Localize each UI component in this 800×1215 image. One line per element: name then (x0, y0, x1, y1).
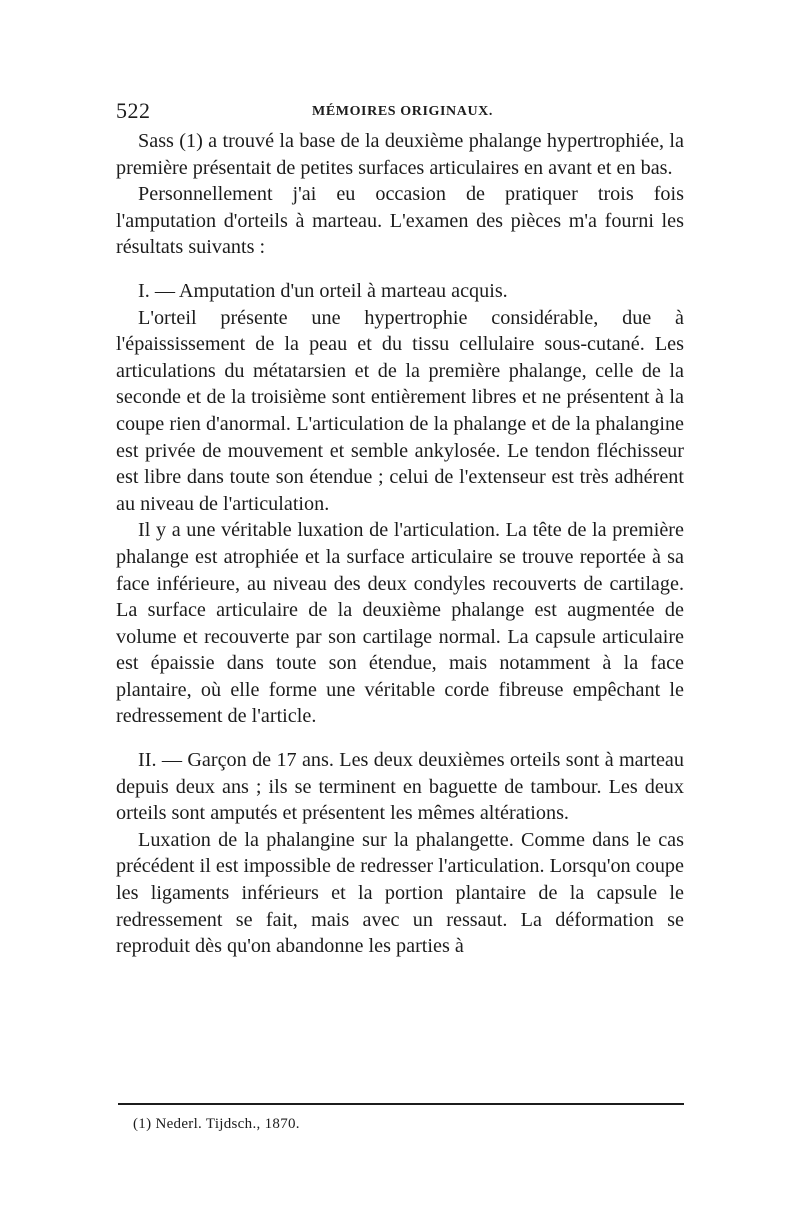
paragraph-case-1-luxation: Il y a une véritable luxation de l'articulation. La tête de la première phalange est atrophiée et la surface articulaire se trouve reportée à sa face inférieure, au niveau des deux condyles recouverts de cartilage. La surface articulaire de la deuxième phalange est augmentée de volume et recouverte par son cartilage normal. La capsule articulaire est épaissie dans toute son étendue, mais notamment à la face plantaire, où elle forme une véritable corde fibreuse empêchant le redressement de l'article. (116, 519, 684, 728)
footnote-divider (118, 1103, 684, 1105)
paragraph-personal-experience: Personnellement j'ai eu occasion de pratiquer trois fois l'amputation d'orteils à marteau. L'examen des pièces m'a fourni les résultats suivants : (116, 183, 684, 259)
body-text (116, 128, 684, 960)
page-number: 522 (116, 98, 151, 123)
footnote: (1) Nederl. Tijdsch., 1870. (133, 1116, 300, 1132)
paragraph-case-2-luxation: Luxation de la phalangine sur la phalangette. Comme dans le cas précédent il est impossible de redresser l'articulation. Lorsqu'on coupe les ligaments inférieurs et la portion plantaire de la capsule le redressement se fait, mais avec un ressaut. La déformation se reproduit dès qu'on abandonne les parties à (116, 828, 684, 958)
paragraph-case-1-description: L'orteil présente une hypertrophie considérable, due à l'épaississement de la peau et du tissu cellulaire sous-cutané. Les articulations du métatarsien et de la première phalange, celle de la seconde et de la troisième sont entièrement libres et ne présentent à la coupe rien d'anormal. L'articulation de la phalange et de la phalangine est privée de mouvement et semble ankylosée. Le tendon fléchisseur est libre dans toute son étendue ; celui de l'extenseur est très adhérent au niveau de l'articulation. (116, 306, 684, 515)
paragraph-sass: Sass (1) a trouvé la base de la deuxième phalange hypertrophiée, la première présentait de petites surfaces articulaires en avant et en bas. (116, 130, 684, 179)
case-heading-1: I. — Amputation d'un orteil à marteau acquis. (138, 279, 508, 302)
running-title: MÉMOIRES ORIGINAUX. (312, 104, 493, 119)
paragraph-case-2: II. — Garçon de 17 ans. Les deux deuxièmes orteils sont à marteau depuis deux ans ; ils se terminent en baguette de tambour. Les deux orteils sont amputés et présentent les mêmes altérations. (116, 749, 684, 825)
page-header (116, 98, 684, 128)
